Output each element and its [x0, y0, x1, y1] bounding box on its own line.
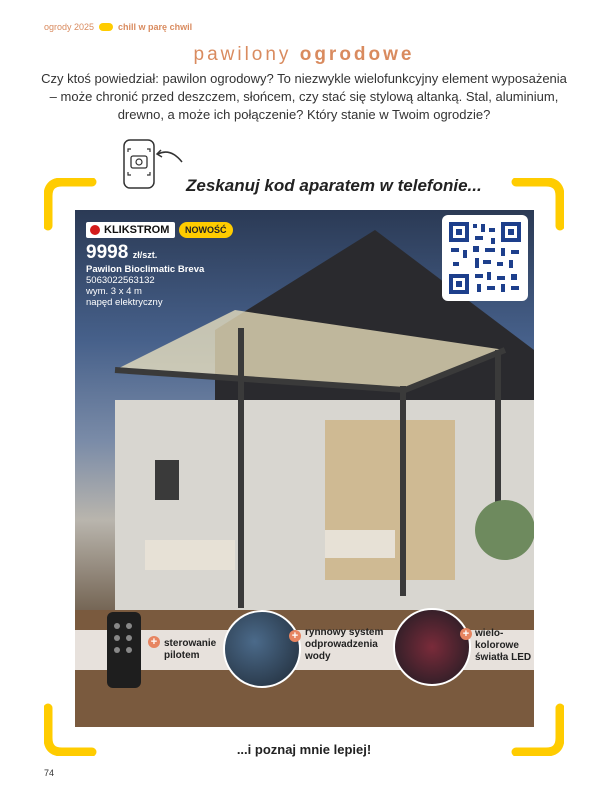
footer-cta: ...i poznaj mnie lepiej!	[236, 742, 372, 757]
new-badge: NOWOŚĆ	[179, 222, 233, 238]
intro-text: Czy ktoś powiedział: pawilon ogrodowy? To niezwykle wielofunkcyjny element wyposażenia – może chronić przed deszczem, słońcem, czy stać się stylową altanką. Stal, aluminium, drewno, a może ich połączenie? Który stanie w Twoim ogrodzie?	[41, 71, 567, 122]
feature-gutter: rynnowy system odprowadzenia wody	[305, 627, 384, 662]
gutter-thumbnail	[223, 610, 301, 688]
pill-icon	[99, 23, 113, 31]
product-code: 5063022563132	[86, 275, 155, 286]
led-thumbnail	[393, 608, 471, 686]
feature-remote: sterowanie pilotem	[164, 638, 217, 661]
feature-led: wielo-kolorowe światła LED	[475, 628, 532, 663]
price-unit: zł/szt.	[132, 250, 158, 260]
product-info	[86, 242, 204, 308]
product-photo	[75, 210, 534, 727]
price-value: 9998	[86, 242, 129, 263]
qr-code[interactable]	[442, 215, 528, 301]
brand-logo: KLIKSTROM	[86, 222, 175, 238]
product-drive: napęd elektryczny	[86, 297, 163, 308]
remote-control-icon	[95, 610, 153, 690]
header-section: ogrody 2025	[44, 22, 95, 32]
scan-instruction: Zeskanuj kod aparatem w telefonie...	[186, 176, 482, 195]
title-bold: ogrodowe	[299, 44, 415, 65]
remote-thumbnail	[95, 610, 153, 690]
plus-icon: +	[460, 628, 472, 640]
plus-icon: +	[289, 630, 301, 642]
plus-icon: +	[148, 636, 160, 648]
title-light: pawilony	[193, 44, 300, 65]
header-tag: chill w parę chwil	[118, 22, 193, 32]
page-title	[0, 44, 608, 66]
product-size: wym. 3 x 4 m	[86, 286, 142, 297]
page-number: 74	[44, 768, 55, 778]
product-name: Pawilon Bioclimatic Breva	[86, 264, 205, 275]
page-header	[44, 22, 192, 32]
qr-code-icon	[447, 220, 523, 296]
